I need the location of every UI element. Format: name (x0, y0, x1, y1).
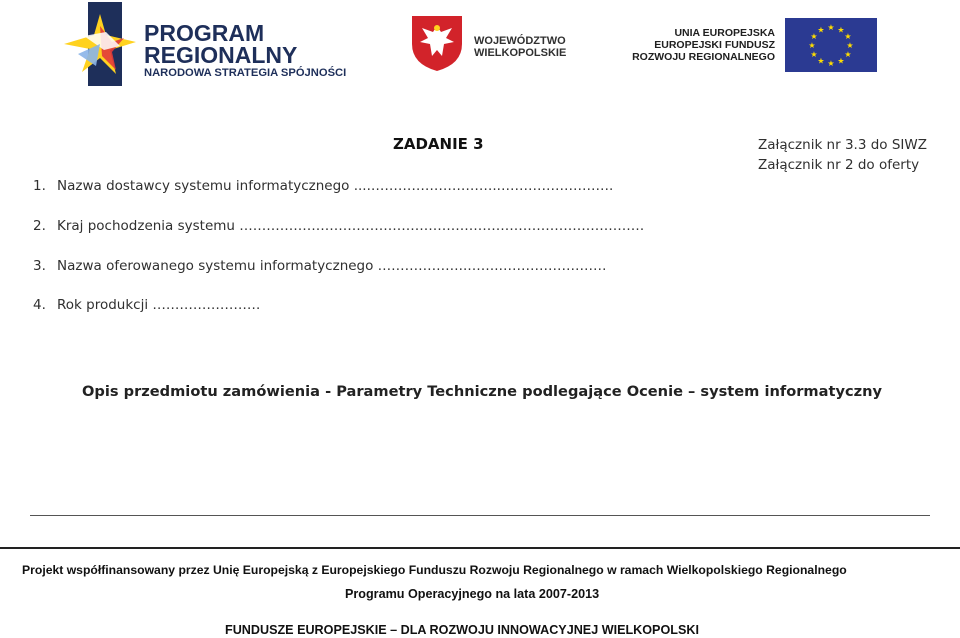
svg-text:★: ★ (837, 56, 845, 66)
attachment-siwz-label: Załącznik nr 3.3 do SIWZ (758, 137, 927, 153)
field-number: 2. (33, 218, 46, 234)
svg-text:★: ★ (827, 23, 835, 32)
region-logo-line2: WIELKOPOLSKIE (474, 47, 567, 59)
program-star-logo-icon (60, 2, 144, 86)
attachment-oferta-label: Załącznik nr 2 do oferty (758, 157, 920, 173)
field-row-3 (33, 258, 607, 274)
program-logo-line1: PROGRAM (144, 20, 265, 46)
program-regionalny-logo (60, 0, 360, 88)
svg-text:★: ★ (844, 50, 852, 59)
footer-line2: Programu Operacyjnego na lata 2007-2013 (345, 587, 600, 601)
field-number: 4. (33, 297, 46, 313)
field-text: Rok produkcji …………………… (57, 297, 261, 313)
field-text: Nazwa dostawcy systemu informatycznego ....………………………..……………………. (57, 178, 614, 194)
field-text: Nazwa oferowanego systemu informatycznego ………………..…….…………………… (57, 258, 607, 274)
eu-logo-line3: ROZWOJU REGIONALNEGO (632, 51, 775, 63)
footer-thick-divider (0, 547, 960, 549)
svg-text:★: ★ (844, 32, 852, 41)
field-number: 1. (33, 178, 46, 194)
svg-text:★: ★ (846, 41, 854, 50)
eu-logo-line2: EUROPEJSKI FUNDUSZ (654, 39, 775, 51)
svg-text:★: ★ (827, 59, 835, 68)
section-subtitle: Opis przedmiotu zamówienia - Parametry Techniczne podlegające Ocenie – system informatyczny (82, 383, 883, 400)
eu-logo-line1: UNIA EUROPEJSKA (674, 27, 775, 39)
field-number: 3. (33, 258, 46, 274)
svg-text:★: ★ (810, 50, 818, 59)
svg-text:★: ★ (837, 25, 845, 35)
field-row-4 (33, 297, 260, 313)
eu-flag-icon (785, 18, 877, 72)
field-row-1 (33, 178, 613, 194)
wielkopolska-logo (410, 14, 580, 74)
program-logo-line3: NARODOWA STRATEGIA SPÓJNOŚCI (144, 67, 347, 79)
footer-line3: FUNDUSZE EUROPEJSKIE – DLA ROZWOJU INNOWACYJNEJ WIELKOPOLSKI (225, 623, 699, 637)
eu-logo (615, 18, 880, 74)
region-logo-line1: WOJEWÓDZTWO (474, 35, 566, 47)
program-logo-line2: REGIONALNY (144, 42, 298, 68)
svg-text:★: ★ (810, 32, 818, 41)
field-text: Kraj pochodzenia systemu ……………………………………………………………………………… (57, 218, 645, 234)
svg-text:★: ★ (808, 41, 816, 50)
field-row-2 (33, 218, 644, 234)
zadanie-heading: ZADANIE 3 (393, 135, 484, 153)
eagle-shield-icon (410, 14, 464, 72)
footer-thin-divider (30, 515, 930, 516)
svg-text:★: ★ (817, 56, 825, 66)
svg-text:★: ★ (817, 25, 825, 35)
footer-line1: Projekt współfinansowany przez Unię Europejską z Europejskiego Funduszu Rozwoju Regionalnego w ramach Wielkopolskiego Regionalnego (22, 563, 847, 577)
